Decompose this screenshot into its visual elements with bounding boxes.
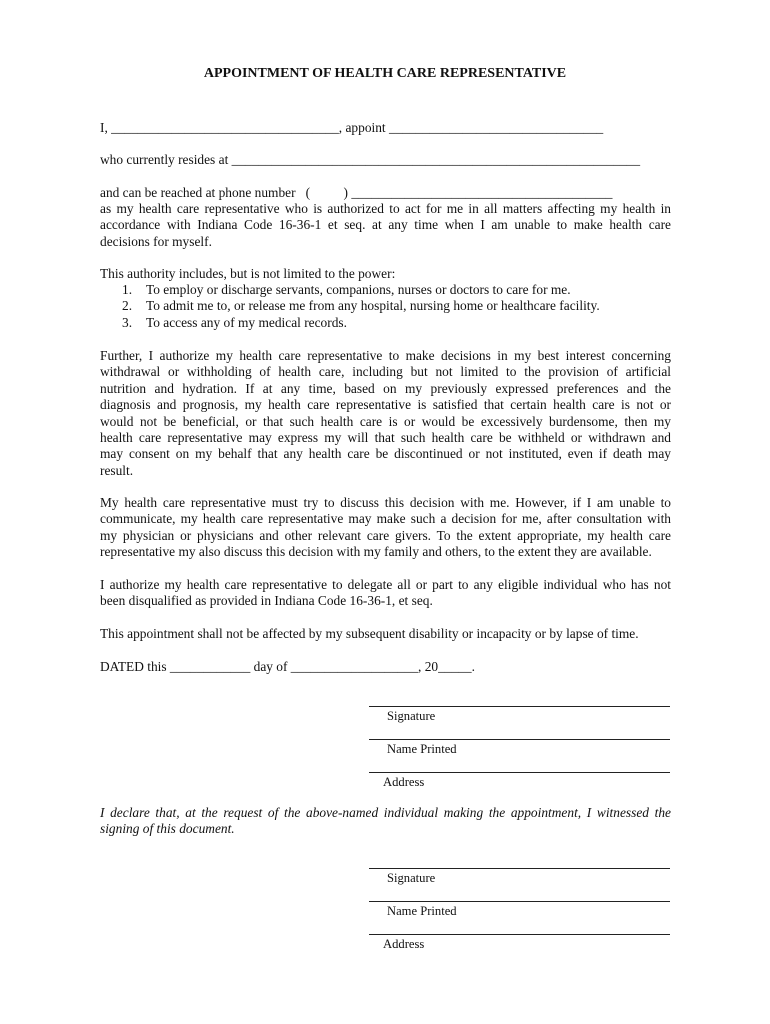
authority-intro: This authority includes, but is not limited to the power: — [100, 266, 396, 281]
paragraph-line: communicate, my health care representative may make such a decision for me, after consultation with — [100, 511, 671, 527]
paragraph-line: withdrawal or withholding of health care, including but not limited to the provision of artificial — [100, 364, 671, 380]
witness-name-printed-line[interactable] — [369, 901, 670, 902]
appointer-appointee-line: I, __________________________________, appoint ________________________________ — [100, 120, 604, 135]
witness-address-line[interactable] — [369, 934, 670, 935]
name-printed-label: Name Printed — [387, 742, 457, 756]
phone-line: and can be reached at phone number ( ) _______________________________________ — [100, 185, 613, 200]
list-item: 2. To admit me to, or release me from any hospital, nursing home or healthcare facility. — [122, 298, 600, 314]
dated-line: DATED this ____________ day of ___________________, 20_____. — [100, 659, 475, 674]
paragraph-line: nutrition and hydration. If at any time, based on my previously expressed preferences and the — [100, 380, 671, 396]
witness-declaration — [100, 805, 671, 838]
paragraph-line: decisions for myself. — [100, 233, 212, 249]
witness-signature-label: Signature — [387, 871, 436, 885]
paragraph-line: signing of this document. — [100, 821, 235, 837]
name-printed-line[interactable] — [369, 739, 670, 740]
list-item: 3. To access any of my medical records. — [122, 314, 347, 330]
paragraph-line: Further, I authorize my health care representative to make decisions in my best interest concerning — [100, 348, 671, 363]
paragraph-line: may consent on my behalf that any health care be discontinued or not instituted, even if death may — [100, 446, 671, 462]
paragraph-line: health care representative may express my will that such health care be withheld or withdrawn and — [100, 430, 671, 446]
paragraph-line: my physician or physicians and other relevant care givers. To the extent appropriate, my health care — [100, 527, 671, 543]
signature-label: Signature — [387, 709, 436, 723]
discussion-paragraph — [100, 495, 671, 561]
paragraph-line: would not be beneficial, or that such health care is or would be excessively burdensome, then my — [100, 413, 671, 429]
witness-name-printed-label: Name Printed — [387, 904, 457, 918]
address-line[interactable] — [369, 772, 670, 773]
delegation-paragraph — [100, 577, 671, 610]
paragraph-line: accordance with Indiana Code 16-36-1 et seq. at any time when I am unable to make health care — [100, 217, 671, 233]
paragraph-line: I declare that, at the request of the above-named individual making the appointment, I witnessed the — [100, 805, 671, 820]
document-title: APPOINTMENT OF HEALTH CARE REPRESENTATIVE — [203, 66, 567, 81]
witness-signature-line[interactable] — [369, 868, 670, 869]
residence-line: who currently resides at _____________________________________________________________ — [100, 152, 641, 167]
paragraph-line: result. — [100, 462, 134, 478]
witness-address-label: Address — [383, 937, 425, 951]
paragraph-line: representative my also discuss this decision with my family and others, to the extent they are available. — [100, 544, 652, 560]
paragraph-line: My health care representative must try to discuss this decision with me. However, if I am unable to — [100, 495, 671, 510]
address-label: Address — [383, 775, 425, 789]
powers-list — [122, 282, 600, 331]
paragraph-line: I authorize my health care representative to delegate all or part to any eligible individual who has not — [100, 577, 671, 592]
list-item: 1. To employ or discharge servants, companions, nurses or doctors to care for me. — [122, 282, 571, 297]
paragraph-line: been disqualified as provided in Indiana Code 16-36-1, et seq. — [100, 593, 433, 609]
withdrawal-paragraph — [100, 348, 671, 479]
paragraph-line: as my health care representative who is authorized to act for me in all matters affecting my health in — [100, 201, 671, 216]
paragraph-line: diagnosis and prognosis, my health care representative is satisfied that certain health care is not or — [100, 397, 671, 413]
authorization-paragraph — [100, 201, 671, 250]
durability-paragraph: This appointment shall not be affected by my subsequent disability or incapacity or by lapse of time. — [100, 626, 639, 641]
signature-line[interactable] — [369, 706, 670, 707]
